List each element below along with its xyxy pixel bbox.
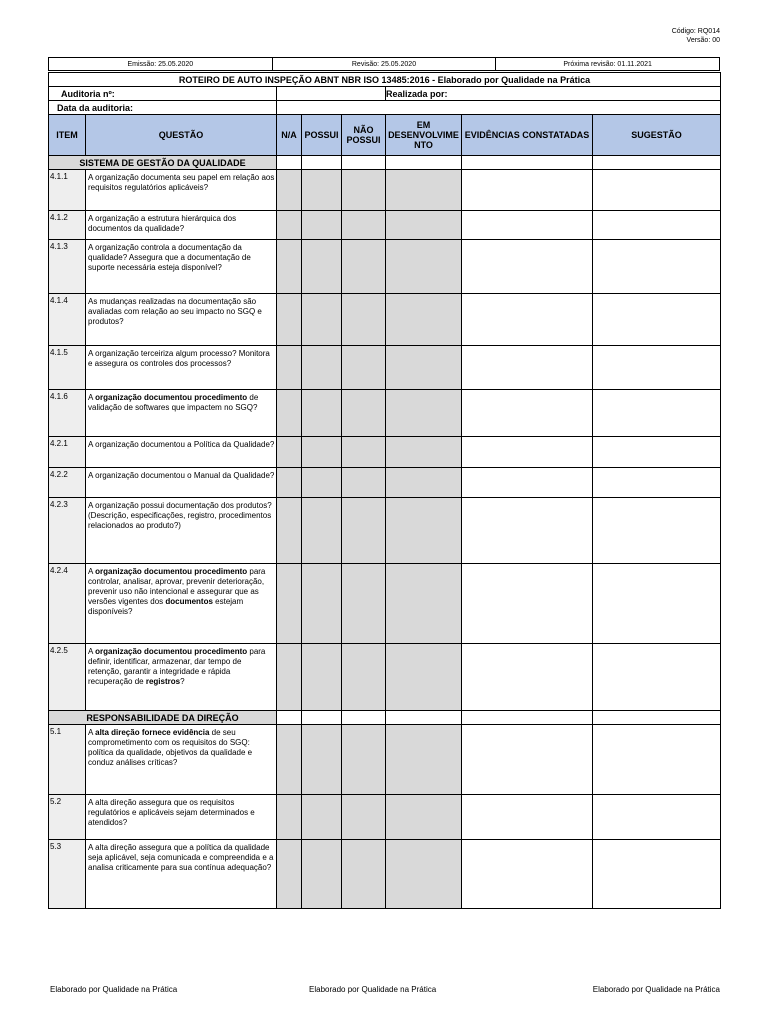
in-development-cell[interactable] bbox=[386, 498, 462, 564]
table-row bbox=[49, 437, 721, 468]
evidence-cell[interactable] bbox=[462, 498, 593, 564]
question-text-segment: de validação de softwares que impactem no SGQ? bbox=[88, 393, 259, 412]
item-number: 4.2.5 bbox=[49, 644, 86, 711]
footer-right: Elaborado por Qualidade na Prática bbox=[592, 985, 720, 994]
has-cell[interactable] bbox=[302, 840, 342, 909]
question-text-segment: A bbox=[88, 567, 96, 576]
item-number: 4.2.4 bbox=[49, 564, 86, 644]
has-cell[interactable] bbox=[302, 564, 342, 644]
document-version: Versão: 00 bbox=[686, 37, 720, 44]
table-row bbox=[49, 644, 721, 711]
evidence-cell[interactable] bbox=[462, 170, 593, 211]
question-text bbox=[86, 564, 277, 644]
question-text-segment: As mudanças realizadas na documentação são avaliadas com relação ao seu impacto no SGQ e produtos? bbox=[88, 297, 262, 326]
question-text bbox=[86, 795, 277, 840]
in-development-cell[interactable] bbox=[386, 294, 462, 346]
suggestion-cell[interactable] bbox=[593, 211, 721, 240]
suggestion-cell[interactable] bbox=[593, 840, 721, 909]
question-text-segment: A alta direção assegura que a política da qualidade seja aplicável, seja comunicada e compreendida e a analisa criticamente para sua contínua adequação? bbox=[88, 843, 274, 872]
audit-number-field[interactable] bbox=[277, 87, 386, 101]
na-cell[interactable] bbox=[277, 725, 302, 795]
question-bold-text: registros bbox=[145, 677, 181, 686]
section-empty-cell bbox=[386, 156, 462, 170]
has-not-cell[interactable] bbox=[342, 564, 386, 644]
has-not-cell[interactable] bbox=[342, 498, 386, 564]
in-development-cell[interactable] bbox=[386, 390, 462, 437]
document-code-block bbox=[672, 27, 720, 45]
in-development-cell[interactable] bbox=[386, 346, 462, 390]
item-number: 4.2.3 bbox=[49, 498, 86, 564]
suggestion-cell[interactable] bbox=[593, 644, 721, 711]
in-development-cell[interactable] bbox=[386, 211, 462, 240]
evidence-cell[interactable] bbox=[462, 564, 593, 644]
question-text bbox=[86, 840, 277, 909]
revision-date: Revisão: 25.05.2020 bbox=[272, 58, 496, 71]
has-cell[interactable] bbox=[302, 211, 342, 240]
has-cell[interactable] bbox=[302, 170, 342, 211]
question-bold-text: organização documentou procedimento bbox=[95, 567, 248, 576]
item-number: 4.1.6 bbox=[49, 390, 86, 437]
has-not-cell[interactable] bbox=[342, 468, 386, 498]
item-number: 4.1.3 bbox=[49, 240, 86, 294]
item-number: 4.1.2 bbox=[49, 211, 86, 240]
in-development-cell[interactable] bbox=[386, 840, 462, 909]
col-evidence: EVIDÊNCIAS CONSTATADAS bbox=[462, 115, 593, 156]
na-cell[interactable] bbox=[277, 840, 302, 909]
audit-date-label: Data da auditoria: bbox=[49, 101, 277, 115]
has-cell[interactable] bbox=[302, 725, 342, 795]
col-has-not: NÃO POSSUI bbox=[342, 115, 386, 156]
question-text-segment: para controlar, analisar, aprovar, prevenir deterioração, prevenir uso não intencional e assegurar que as versões vigentes dos bbox=[88, 567, 266, 606]
in-development-cell[interactable] bbox=[386, 170, 462, 211]
question-text bbox=[86, 725, 277, 795]
item-number: 4.2.1 bbox=[49, 437, 86, 468]
suggestion-cell[interactable] bbox=[593, 170, 721, 211]
table-row bbox=[49, 468, 721, 498]
has-cell[interactable] bbox=[302, 498, 342, 564]
section-empty-cell bbox=[342, 156, 386, 170]
has-cell[interactable] bbox=[302, 468, 342, 498]
document-code: Código: RQ014 bbox=[671, 28, 720, 35]
question-text bbox=[86, 240, 277, 294]
revision-dates-table bbox=[48, 57, 720, 71]
question-text bbox=[86, 390, 277, 437]
na-cell[interactable] bbox=[277, 170, 302, 211]
question-text bbox=[86, 294, 277, 346]
suggestion-cell[interactable] bbox=[593, 795, 721, 840]
evidence-cell[interactable] bbox=[462, 390, 593, 437]
question-text-segment: estejam disponíveis? bbox=[88, 597, 244, 616]
has-cell[interactable] bbox=[302, 240, 342, 294]
question-text-segment: A organização possui documentação dos produtos? (Descrição, especificações, registro, procedimentos relacionados ao produto?) bbox=[88, 501, 272, 530]
table-row bbox=[49, 498, 721, 564]
question-text bbox=[86, 468, 277, 498]
question-text bbox=[86, 170, 277, 211]
question-text-segment: A organização documenta seu papel em relação aos requisitos regulatórios aplicáveis? bbox=[88, 173, 275, 192]
next-revision-date: Próxima revisão: 01.11.2021 bbox=[496, 58, 720, 71]
item-number: 4.1.5 bbox=[49, 346, 86, 390]
table-row bbox=[49, 725, 721, 795]
col-in-development: EM DESENVOLVIME NTO bbox=[386, 115, 462, 156]
evidence-cell[interactable] bbox=[462, 644, 593, 711]
item-number: 5.3 bbox=[49, 840, 86, 909]
has-cell[interactable] bbox=[302, 437, 342, 468]
has-not-cell[interactable] bbox=[342, 840, 386, 909]
has-not-cell[interactable] bbox=[342, 390, 386, 437]
suggestion-cell[interactable] bbox=[593, 294, 721, 346]
question-text-segment: A organização terceiriza algum processo? Monitora e assegura os controles dos processos? bbox=[88, 349, 270, 368]
item-number: 4.2.2 bbox=[49, 468, 86, 498]
question-text-segment: A bbox=[88, 728, 96, 737]
question-text-segment: A alta direção assegura que os requisitos regulatórios e aplicáveis sejam determinados e atendidos? bbox=[88, 798, 255, 827]
footer-center: Elaborado por Qualidade na Prática bbox=[309, 985, 437, 994]
audit-checklist-table bbox=[48, 72, 721, 909]
suggestion-cell[interactable] bbox=[593, 390, 721, 437]
section-title: RESPONSABILIDADE DA DIREÇÃO bbox=[49, 711, 277, 725]
in-development-cell[interactable] bbox=[386, 468, 462, 498]
question-text-segment: ? bbox=[180, 677, 185, 686]
has-cell[interactable] bbox=[302, 294, 342, 346]
section-empty-cell bbox=[277, 711, 302, 725]
table-row bbox=[49, 170, 721, 211]
suggestion-cell[interactable] bbox=[593, 437, 721, 468]
na-cell[interactable] bbox=[277, 346, 302, 390]
question-text-segment: de seu comprometimento com os requisitos do SGQ: política da qualidade, objetivos da qualidade e conduz análises críticas? bbox=[88, 728, 253, 767]
has-cell[interactable] bbox=[302, 346, 342, 390]
footer-left: Elaborado por Qualidade na Prática bbox=[50, 985, 178, 994]
table-row bbox=[49, 390, 721, 437]
audit-date-field[interactable] bbox=[277, 101, 721, 115]
item-number: 4.1.4 bbox=[49, 294, 86, 346]
evidence-cell[interactable] bbox=[462, 795, 593, 840]
na-cell[interactable] bbox=[277, 468, 302, 498]
section-empty-cell bbox=[277, 156, 302, 170]
suggestion-cell[interactable] bbox=[593, 468, 721, 498]
audit-number-label: Auditoria nº: bbox=[49, 87, 277, 101]
item-number: 4.1.1 bbox=[49, 170, 86, 211]
table-row bbox=[49, 795, 721, 840]
col-na: N/A bbox=[277, 115, 302, 156]
has-not-cell[interactable] bbox=[342, 725, 386, 795]
question-text-segment: A organização controla a documentação da qualidade? Assegura que a documentação de suporte necessária esteja disponível? bbox=[88, 243, 251, 272]
table-row bbox=[49, 240, 721, 294]
has-not-cell[interactable] bbox=[342, 644, 386, 711]
evidence-cell[interactable] bbox=[462, 294, 593, 346]
na-cell[interactable] bbox=[277, 437, 302, 468]
na-cell[interactable] bbox=[277, 644, 302, 711]
section-empty-cell bbox=[593, 156, 721, 170]
table-row bbox=[49, 211, 721, 240]
in-development-cell[interactable] bbox=[386, 644, 462, 711]
evidence-cell[interactable] bbox=[462, 840, 593, 909]
has-not-cell[interactable] bbox=[342, 437, 386, 468]
question-text bbox=[86, 211, 277, 240]
evidence-cell[interactable] bbox=[462, 346, 593, 390]
col-suggestion: SUGESTÃO bbox=[593, 115, 721, 156]
table-row bbox=[49, 294, 721, 346]
question-bold-text: organização documentou procedimento bbox=[95, 393, 248, 402]
question-text-segment: A bbox=[88, 393, 96, 402]
evidence-cell[interactable] bbox=[462, 468, 593, 498]
question-text-segment: para definir, identificar, armazenar, dar tempo de retenção, garantir a integridade e rápida recuperação de bbox=[88, 647, 266, 686]
suggestion-cell[interactable] bbox=[593, 346, 721, 390]
suggestion-cell[interactable] bbox=[593, 240, 721, 294]
suggestion-cell[interactable] bbox=[593, 498, 721, 564]
question-bold-text: documentos bbox=[165, 597, 213, 606]
question-text bbox=[86, 498, 277, 564]
col-question: QUESTÃO bbox=[86, 115, 277, 156]
question-text-segment: A organização documentou a Política da Qualidade? bbox=[88, 440, 275, 449]
section-empty-cell bbox=[462, 711, 593, 725]
has-cell[interactable] bbox=[302, 644, 342, 711]
question-text-segment: A bbox=[88, 647, 96, 656]
question-text bbox=[86, 346, 277, 390]
question-text-segment: A organização documentou o Manual da Qualidade? bbox=[88, 471, 275, 480]
has-not-cell[interactable] bbox=[342, 795, 386, 840]
has-cell[interactable] bbox=[302, 390, 342, 437]
has-not-cell[interactable] bbox=[342, 211, 386, 240]
na-cell[interactable] bbox=[277, 294, 302, 346]
question-text bbox=[86, 644, 277, 711]
na-cell[interactable] bbox=[277, 795, 302, 840]
na-cell[interactable] bbox=[277, 240, 302, 294]
table-row bbox=[49, 564, 721, 644]
col-item: ITEM bbox=[49, 115, 86, 156]
has-not-cell[interactable] bbox=[342, 346, 386, 390]
na-cell[interactable] bbox=[277, 211, 302, 240]
question-bold-text: alta direção fornece evidência bbox=[95, 728, 210, 737]
evidence-cell[interactable] bbox=[462, 211, 593, 240]
evidence-cell[interactable] bbox=[462, 437, 593, 468]
section-empty-cell bbox=[593, 711, 721, 725]
table-row bbox=[49, 346, 721, 390]
issue-date: Emissão: 25.05.2020 bbox=[49, 58, 273, 71]
has-not-cell[interactable] bbox=[342, 240, 386, 294]
has-not-cell[interactable] bbox=[342, 294, 386, 346]
section-empty-cell bbox=[462, 156, 593, 170]
item-number: 5.2 bbox=[49, 795, 86, 840]
na-cell[interactable] bbox=[277, 564, 302, 644]
question-text bbox=[86, 437, 277, 468]
na-cell[interactable] bbox=[277, 498, 302, 564]
question-text-segment: A organização a estrutura hierárquica dos documentos da qualidade? bbox=[88, 214, 237, 233]
in-development-cell[interactable] bbox=[386, 437, 462, 468]
in-development-cell[interactable] bbox=[386, 725, 462, 795]
item-number: 5.1 bbox=[49, 725, 86, 795]
question-bold-text: organização documentou procedimento bbox=[95, 647, 248, 656]
section-title: SISTEMA DE GESTÃO DA QUALIDADE bbox=[49, 156, 277, 170]
evidence-cell[interactable] bbox=[462, 725, 593, 795]
suggestion-cell[interactable] bbox=[593, 564, 721, 644]
section-empty-cell bbox=[342, 711, 386, 725]
has-not-cell[interactable] bbox=[342, 170, 386, 211]
col-has: POSSUI bbox=[302, 115, 342, 156]
in-development-cell[interactable] bbox=[386, 240, 462, 294]
suggestion-cell[interactable] bbox=[593, 725, 721, 795]
section-empty-cell bbox=[302, 711, 342, 725]
evidence-cell[interactable] bbox=[462, 240, 593, 294]
table-row bbox=[49, 840, 721, 909]
document-title: ROTEIRO DE AUTO INSPEÇÃO ABNT NBR ISO 13485:2016 - Elaborado por Qualidade na Prática bbox=[49, 73, 721, 87]
performed-by-label: Realizada por: bbox=[386, 87, 721, 101]
has-cell[interactable] bbox=[302, 795, 342, 840]
in-development-cell[interactable] bbox=[386, 564, 462, 644]
in-development-cell[interactable] bbox=[386, 795, 462, 840]
section-empty-cell bbox=[386, 711, 462, 725]
na-cell[interactable] bbox=[277, 390, 302, 437]
section-empty-cell bbox=[302, 156, 342, 170]
